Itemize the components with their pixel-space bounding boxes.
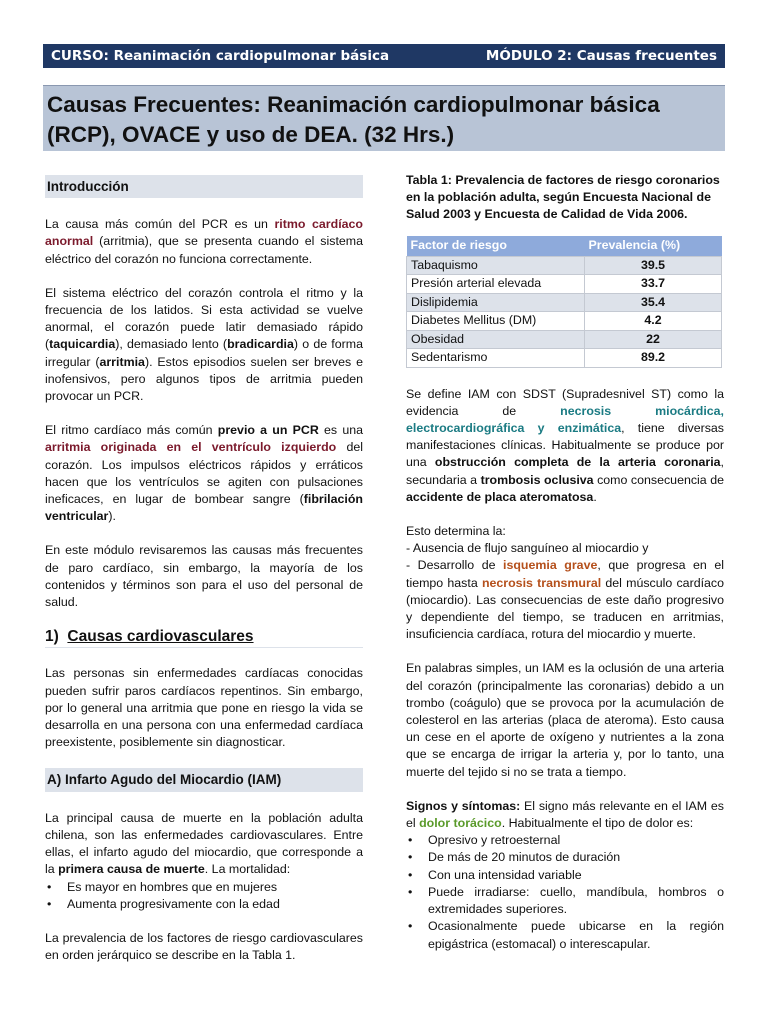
intro-paragraph-3: El ritmo cardíaco más común previo a un PCR es una arritmia originada en el ventrículo izquierdo del corazón. Los impulsos eléctricos rápidos y erráticos hacen que los ventrículos se agiten con pulsaciones ineficaces, en lugar de bombear sangre (fibrilación ventricular). bbox=[45, 423, 363, 524]
section-1-heading: 1) Causas cardiovasculares bbox=[45, 628, 363, 648]
list-item: • Con una intensidad variable bbox=[406, 867, 724, 884]
intro-heading: Introducción bbox=[45, 175, 363, 198]
course-header-bar bbox=[43, 44, 725, 68]
list-item: • De más de 20 minutos de duración bbox=[406, 849, 724, 866]
section-a-heading: A) Infarto Agudo del Miocardio (IAM) bbox=[45, 768, 363, 791]
document-title: Causas Frecuentes: Reanimación cardiopulmonar básica (RCP), OVACE y uso de DEA. (32 Hrs.) bbox=[43, 85, 725, 151]
section-a-paragraph-1: La principal causa de muerte en la población adulta chilena, son las enfermedades cardiovasculares. Entre ellas, el infarto agudo del miocardio, que corresponde a la primera causa de muerte. La mortalidad: bbox=[45, 810, 363, 877]
consequences-block: Esto determina la: - Ausencia de flujo sanguíneo al miocardio y - Desarrollo de isquemia grave, que progresa en el tiempo hasta necrosis transmural del músculo cardíaco (miocardio). Las consecuencias de este daño progresivo y dependiente del tiempo, se traducen en arritmias, insuficiencia cardíaca, rotura del miocardio y muerte. bbox=[406, 524, 725, 642]
list-item: • Puede irradiarse: cuello, mandíbula, hombros o extremidades superiores. bbox=[406, 884, 724, 918]
section-1-paragraph: Las personas sin enfermedades cardíacas conocidas pueden sufrir paros cardíacos repentinos. Sin embargo, por lo general una arritmia que pone en riesgo la vida se desarrolla en una persona con una enfermedad cardíaca preexistente, posiblemente sin diagnosticar. bbox=[45, 666, 363, 750]
table-row: Sedentarismo 89.2 bbox=[407, 349, 722, 368]
intro-paragraph-4: En este módulo revisaremos las causas más frecuentes de paro cardíaco, sin embargo, la mayoría de los contenidos y términos son para el uso del personal de salud. bbox=[45, 543, 363, 610]
right-column bbox=[406, 172, 724, 970]
intro-paragraph-1: La causa más común del PCR es un ritmo cardíaco anormal (arritmia), que se presenta cuando el sistema eléctrico del corazón no funciona correctamente. bbox=[45, 217, 363, 266]
table-row: Tabaquismo 39.5 bbox=[407, 256, 722, 275]
left-column bbox=[45, 172, 363, 981]
list-item: • Es mayor en hombres que en mujeres bbox=[45, 879, 363, 896]
list-item: • Opresivo y retroesternal bbox=[406, 832, 724, 849]
risk-factor-table bbox=[406, 236, 722, 368]
course-title: CURSO: Reanimación cardiopulmonar básica bbox=[51, 48, 390, 64]
list-item: • Ocasionalmente puede ubicarse en la región epigástrica (estomacal) o interescapular. bbox=[406, 918, 724, 952]
table-row: Dislipidemia 35.4 bbox=[407, 293, 722, 312]
intro-paragraph-2: El sistema eléctrico del corazón controla el ritmo y la frecuencia de los latidos. Si esta actividad se vuelve anormal, el corazón puede latir demasiado rápido (taquicardia), demasiado lento (bradicardia) o de forma irregular (arritmia). Estos episodios suelen ser breves e inofensivos, pero algunos tipos de arritmia pueden provocar un PCR. bbox=[45, 285, 363, 404]
simple-explanation-paragraph: En palabras simples, un IAM es la oclusión de una arteria del corazón (principalmente las coronarias) debido a un trombo (coágulo) que se provoca por la acumulación de colesterol en las arterias (placa de ateroma). Esto causa un cese en el aporte de oxígeno y nutrientes a la zona que se encarga de irrigar la arteria y, por lo tanto, una muerte del tejido si no se trata a tiempo. bbox=[406, 661, 724, 779]
module-title: MÓDULO 2: Causas frecuentes bbox=[485, 48, 717, 64]
section-a-paragraph-2: La prevalencia de los factores de riesgo cardiovasculares en orden jerárquico se describe en la Tabla 1. bbox=[45, 930, 363, 963]
column-header: Prevalencia (%) bbox=[585, 236, 722, 257]
table-row: Presión arterial elevada 33.7 bbox=[407, 275, 722, 294]
column-header: Factor de riesgo bbox=[407, 236, 585, 257]
table-header-row bbox=[407, 236, 722, 257]
table-caption: Tabla 1: Prevalencia de factores de riesgo coronarios en la población adulta, según Encuesta Nacional de Salud 2003 y Encuesta de Calidad de Vida 2006. bbox=[406, 173, 720, 222]
mortality-list bbox=[45, 879, 363, 913]
table-row: Diabetes Mellitus (DM) 4.2 bbox=[407, 312, 722, 331]
iam-definition-paragraph: Se define IAM con SDST (Supradesnivel ST) como la evidencia de necrosis miocárdica, electrocardiográfica y enzimática, tiene diversas manifestaciones clínicas. Habitualmente se produce por una obstrucción completa de la arteria coronaria, secundaria a trombosis oclusiva como consecuencia de accidente de placa ateromatosa. bbox=[406, 386, 724, 504]
list-item: • Aumenta progresivamente con la edad bbox=[45, 896, 363, 913]
signs-symptoms-paragraph: Signos y síntomas: El signo más relevante en el IAM es el dolor torácico. Habitualmente el tipo de dolor es: bbox=[406, 798, 724, 831]
table-row: Obesidad 22 bbox=[407, 330, 722, 349]
pain-type-list bbox=[406, 832, 724, 952]
